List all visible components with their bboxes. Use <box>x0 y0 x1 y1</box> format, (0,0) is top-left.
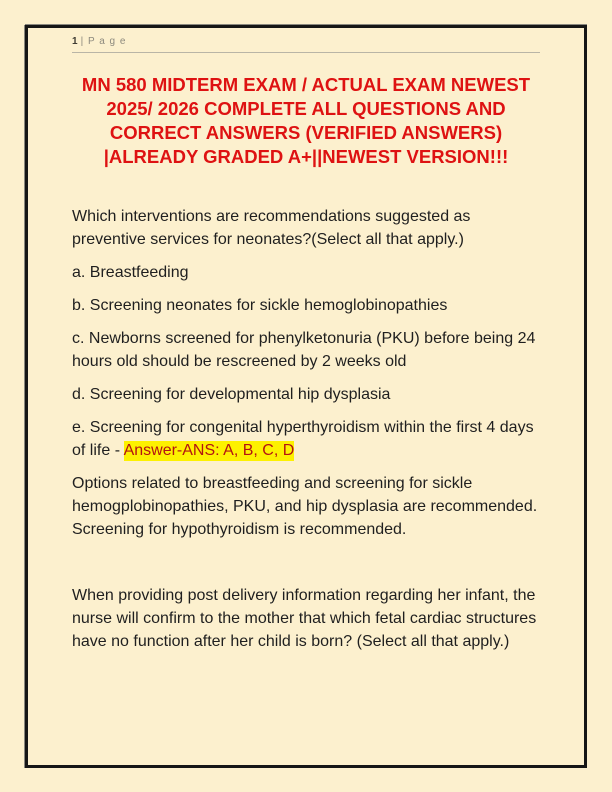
question-1-option-e <box>72 416 540 462</box>
question-1-option-b: b. Screening neonates for sickle hemoglobinopathies <box>72 297 448 314</box>
question-2-prompt: When providing post delivery information regarding her infant, the nurse will confirm to the mother that which fetal cardiac structures have no function after her child is born? (Select all that apply.) <box>72 587 537 650</box>
document-title <box>72 73 540 169</box>
question-1-option-d: d. Screening for developmental hip dysplasia <box>72 386 391 403</box>
page-border-frame <box>25 25 587 768</box>
question-1-explanation: Options related to breastfeeding and screening for sickle hemogplobinopathies, PKU, and hip dysplasia are recommended. Screening for hypothyroidism is recommended. <box>72 475 538 538</box>
title-line-1: MN 580 MIDTERM EXAM / ACTUAL EXAM NEWEST <box>81 74 531 95</box>
title-line-3: CORRECT ANSWERS (VERIFIED ANSWERS) <box>109 122 503 143</box>
document-body <box>72 205 540 653</box>
answer-highlight: Answer-ANS: A, B, C, D <box>123 442 295 459</box>
title-line-2: 2025/ 2026 COMPLETE ALL QUESTIONS AND <box>106 98 506 119</box>
question-1-option-a: a. Breastfeeding <box>72 264 189 281</box>
question-1-option-e-text: e. Screening for congenital hyperthyroidism within the first 4 days of life - <box>72 419 534 459</box>
page-content <box>28 28 584 663</box>
title-line-4: |ALREADY GRADED A+||NEWEST VERSION!!! <box>103 146 509 167</box>
question-1-option-c: c. Newborns screened for phenylketonuria (PKU) before being 24 hours old should be rescreened by 2 weeks old <box>72 330 536 370</box>
page-number: 1 <box>72 36 78 47</box>
page-label: | P a g e <box>80 36 127 47</box>
question-1-prompt: Which interventions are recommendations suggested as preventive services for neonates?(Select all that apply.) <box>72 208 471 248</box>
page-header <box>72 35 540 53</box>
